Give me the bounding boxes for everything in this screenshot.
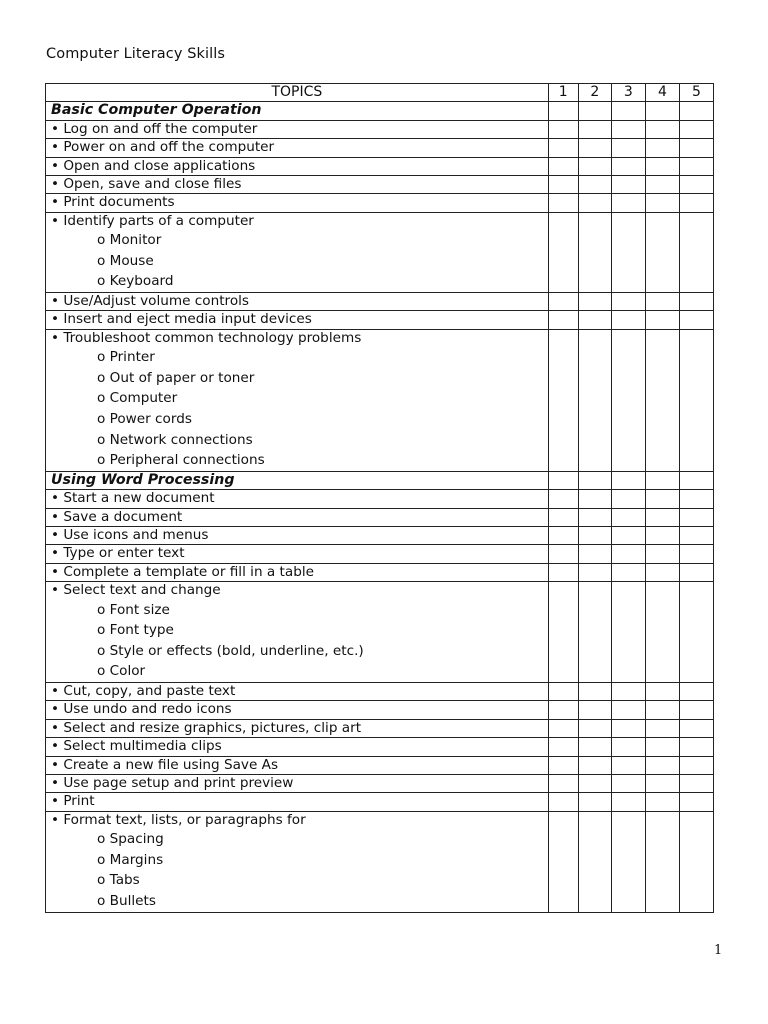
rating-cell-5[interactable] [679, 683, 713, 701]
rating-cell-1[interactable] [548, 329, 578, 471]
rating-cell-2[interactable] [578, 293, 611, 311]
topic-item: • Open, save and close files [51, 176, 242, 193]
rating-cell-4[interactable] [645, 527, 679, 545]
table-row [46, 176, 714, 194]
sub-item: o Peripheral connections [97, 452, 265, 469]
rating-cell-1[interactable] [548, 176, 578, 194]
page-number: 1 [714, 943, 723, 958]
sub-item: o Out of paper or toner [97, 369, 255, 386]
sub-item: o Style or effects (bold, underline, etc.) [97, 642, 364, 659]
table-row [46, 701, 714, 719]
topic-cell [46, 139, 549, 157]
rating-cell-2[interactable] [578, 811, 611, 912]
rating-cell-3[interactable] [611, 738, 645, 756]
topic-cell [46, 563, 549, 581]
sub-item: o Font size [97, 601, 170, 618]
section-title: Using Word Processing [51, 471, 235, 488]
topic-cell [46, 508, 549, 526]
rating-cell-1[interactable] [548, 793, 578, 811]
rating-cell-3[interactable] [611, 701, 645, 719]
table-row [46, 329, 714, 471]
rating-cell-4[interactable] [645, 545, 679, 563]
topic-item: • Create a new file using Save As [51, 756, 279, 773]
skills-table [45, 83, 714, 913]
rating-cell-2[interactable] [578, 471, 611, 489]
topic-item: • Use icons and menus [51, 527, 209, 544]
topic-item: • Select multimedia clips [51, 738, 222, 755]
rating-cell-1[interactable] [548, 582, 578, 683]
header-rating-4: 4 [645, 84, 679, 102]
rating-cell-4[interactable] [645, 329, 679, 471]
rating-cell-5[interactable] [679, 527, 713, 545]
rating-cell-3[interactable] [611, 471, 645, 489]
rating-cell-5[interactable] [679, 701, 713, 719]
sub-item: o Color [97, 663, 146, 680]
topic-cell [46, 311, 549, 329]
topic-item: • Save a document [51, 508, 183, 525]
rating-cell-3[interactable] [611, 120, 645, 138]
header-topics: TOPICS [46, 84, 549, 102]
topic-item: • Identify parts of a computer [51, 212, 254, 229]
rating-cell-4[interactable] [645, 738, 679, 756]
rating-cell-1[interactable] [548, 756, 578, 774]
table-row [46, 738, 714, 756]
rating-cell-2[interactable] [578, 194, 611, 212]
section-title: Basic Computer Operation [51, 102, 262, 119]
rating-cell-1[interactable] [548, 490, 578, 508]
rating-cell-4[interactable] [645, 719, 679, 737]
table-row [46, 582, 714, 683]
topic-item: • Print [51, 793, 95, 810]
rating-cell-3[interactable] [611, 157, 645, 175]
topic-item: • Troubleshoot common technology problems [51, 329, 362, 346]
rating-cell-3[interactable] [611, 194, 645, 212]
topic-cell [46, 793, 549, 811]
rating-cell-1[interactable] [548, 719, 578, 737]
rating-cell-1[interactable] [548, 545, 578, 563]
rating-cell-3[interactable] [611, 311, 645, 329]
rating-cell-4[interactable] [645, 811, 679, 912]
rating-cell-5[interactable] [679, 293, 713, 311]
rating-cell-2[interactable] [578, 793, 611, 811]
rating-cell-4[interactable] [645, 311, 679, 329]
topic-item: • Select and resize graphics, pictures, clip art [51, 719, 362, 736]
table-row [46, 293, 714, 311]
rating-cell-2[interactable] [578, 508, 611, 526]
rating-cell-5[interactable] [679, 756, 713, 774]
topic-cell [46, 719, 549, 737]
rating-cell-3[interactable] [611, 545, 645, 563]
rating-cell-4[interactable] [645, 793, 679, 811]
rating-cell-3[interactable] [611, 508, 645, 526]
topic-cell [46, 212, 549, 292]
sub-item: o Monitor [97, 232, 162, 249]
topic-cell [46, 293, 549, 311]
rating-cell-5[interactable] [679, 329, 713, 471]
rating-cell-3[interactable] [611, 139, 645, 157]
rating-cell-1[interactable] [548, 311, 578, 329]
rating-cell-2[interactable] [578, 582, 611, 683]
table-row [46, 120, 714, 138]
topic-item: • Power on and off the computer [51, 139, 275, 156]
rating-cell-4[interactable] [645, 212, 679, 292]
topic-cell [46, 527, 549, 545]
rating-cell-1[interactable] [548, 775, 578, 793]
topic-cell [46, 683, 549, 701]
rating-cell-2[interactable] [578, 120, 611, 138]
rating-cell-5[interactable] [679, 738, 713, 756]
rating-cell-2[interactable] [578, 329, 611, 471]
rating-cell-4[interactable] [645, 139, 679, 157]
header-rating-2: 2 [578, 84, 611, 102]
topic-cell [46, 157, 549, 175]
rating-cell-1[interactable] [548, 563, 578, 581]
document-title: Computer Literacy Skills [46, 46, 226, 62]
rating-cell-3[interactable] [611, 329, 645, 471]
rating-cell-3[interactable] [611, 582, 645, 683]
rating-cell-5[interactable] [679, 719, 713, 737]
table-row [46, 563, 714, 581]
table-body [46, 102, 714, 912]
rating-cell-5[interactable] [679, 545, 713, 563]
rating-cell-2[interactable] [578, 775, 611, 793]
topic-cell [46, 756, 549, 774]
rating-cell-5[interactable] [679, 176, 713, 194]
rating-cell-5[interactable] [679, 490, 713, 508]
topic-cell [46, 329, 549, 471]
header-rating-5: 5 [679, 84, 713, 102]
rating-cell-5[interactable] [679, 102, 713, 120]
topic-cell [46, 102, 549, 120]
topic-item: • Format text, lists, or paragraphs for [51, 811, 306, 828]
sub-item: o Mouse [97, 252, 154, 269]
rating-cell-3[interactable] [611, 176, 645, 194]
rating-cell-4[interactable] [645, 701, 679, 719]
rating-cell-3[interactable] [611, 293, 645, 311]
topic-item: • Use undo and redo icons [51, 701, 232, 718]
topic-item: • Open and close applications [51, 157, 256, 174]
rating-cell-5[interactable] [679, 120, 713, 138]
rating-cell-2[interactable] [578, 139, 611, 157]
topic-cell [46, 176, 549, 194]
rating-cell-3[interactable] [611, 775, 645, 793]
rating-cell-2[interactable] [578, 176, 611, 194]
table-row [46, 683, 714, 701]
topic-item: • Log on and off the computer [51, 120, 258, 137]
table-row [46, 212, 714, 292]
rating-cell-4[interactable] [645, 120, 679, 138]
rating-cell-3[interactable] [611, 756, 645, 774]
rating-cell-2[interactable] [578, 157, 611, 175]
rating-cell-4[interactable] [645, 582, 679, 683]
table-row [46, 311, 714, 329]
topic-item: • Type or enter text [51, 545, 185, 562]
rating-cell-4[interactable] [645, 683, 679, 701]
sub-item: o Spacing [97, 831, 164, 848]
sub-item: o Network connections [97, 431, 253, 448]
rating-cell-4[interactable] [645, 775, 679, 793]
table-row [46, 545, 714, 563]
rating-cell-3[interactable] [611, 683, 645, 701]
rating-cell-5[interactable] [679, 471, 713, 489]
topic-cell [46, 120, 549, 138]
topic-item: • Select text and change [51, 582, 221, 599]
sub-item: o Bullets [97, 893, 156, 910]
rating-cell-5[interactable] [679, 139, 713, 157]
table-row [46, 527, 714, 545]
sub-item: o Tabs [97, 872, 140, 889]
topic-cell [46, 775, 549, 793]
rating-cell-4[interactable] [645, 194, 679, 212]
rating-cell-4[interactable] [645, 563, 679, 581]
table-row [46, 508, 714, 526]
rating-cell-3[interactable] [611, 490, 645, 508]
rating-cell-3[interactable] [611, 793, 645, 811]
section-row [46, 102, 714, 120]
rating-cell-1[interactable] [548, 738, 578, 756]
rating-cell-5[interactable] [679, 775, 713, 793]
sub-item: o Computer [97, 390, 178, 407]
rating-cell-5[interactable] [679, 157, 713, 175]
topic-cell [46, 811, 549, 912]
topic-cell [46, 582, 549, 683]
rating-cell-5[interactable] [679, 563, 713, 581]
table-row [46, 490, 714, 508]
rating-cell-5[interactable] [679, 311, 713, 329]
rating-cell-3[interactable] [611, 811, 645, 912]
rating-cell-1[interactable] [548, 508, 578, 526]
section-row [46, 471, 714, 489]
rating-cell-2[interactable] [578, 212, 611, 292]
rating-cell-1[interactable] [548, 120, 578, 138]
sub-item: o Font type [97, 622, 174, 639]
topic-item: • Use page setup and print preview [51, 775, 294, 792]
rating-cell-1[interactable] [548, 194, 578, 212]
rating-cell-2[interactable] [578, 545, 611, 563]
header-rating-1: 1 [548, 84, 578, 102]
rating-cell-1[interactable] [548, 293, 578, 311]
rating-cell-4[interactable] [645, 756, 679, 774]
rating-cell-2[interactable] [578, 102, 611, 120]
table-row [46, 157, 714, 175]
topic-cell [46, 471, 549, 489]
table-row [46, 194, 714, 212]
rating-cell-1[interactable] [548, 683, 578, 701]
rating-cell-1[interactable] [548, 527, 578, 545]
table-row [46, 811, 714, 912]
sub-item: o Printer [97, 349, 155, 366]
rating-cell-4[interactable] [645, 176, 679, 194]
rating-cell-3[interactable] [611, 563, 645, 581]
rating-cell-1[interactable] [548, 212, 578, 292]
rating-cell-4[interactable] [645, 157, 679, 175]
rating-cell-3[interactable] [611, 102, 645, 120]
topic-cell [46, 545, 549, 563]
table-row [46, 756, 714, 774]
rating-cell-4[interactable] [645, 471, 679, 489]
table-header-row [46, 84, 714, 102]
rating-cell-2[interactable] [578, 563, 611, 581]
rating-cell-5[interactable] [679, 212, 713, 292]
rating-cell-1[interactable] [548, 139, 578, 157]
rating-cell-5[interactable] [679, 508, 713, 526]
sub-item: o Margins [97, 851, 164, 868]
topic-cell [46, 738, 549, 756]
topic-cell [46, 194, 549, 212]
topic-cell [46, 701, 549, 719]
table-row [46, 793, 714, 811]
rating-cell-1[interactable] [548, 701, 578, 719]
rating-cell-5[interactable] [679, 582, 713, 683]
topic-item: • Complete a template or fill in a table [51, 563, 314, 580]
rating-cell-3[interactable] [611, 527, 645, 545]
header-rating-3: 3 [611, 84, 645, 102]
table-row [46, 719, 714, 737]
rating-cell-4[interactable] [645, 102, 679, 120]
rating-cell-5[interactable] [679, 811, 713, 912]
rating-cell-1[interactable] [548, 471, 578, 489]
topic-item: • Cut, copy, and paste text [51, 683, 236, 700]
sub-item: o Keyboard [97, 273, 174, 290]
topic-item: • Start a new document [51, 490, 215, 507]
rating-cell-2[interactable] [578, 738, 611, 756]
rating-cell-5[interactable] [679, 793, 713, 811]
rating-cell-3[interactable] [611, 212, 645, 292]
topic-item: • Insert and eject media input devices [51, 311, 312, 328]
rating-cell-2[interactable] [578, 756, 611, 774]
sub-item: o Power cords [97, 411, 192, 428]
topic-cell [46, 490, 549, 508]
rating-cell-5[interactable] [679, 194, 713, 212]
rating-cell-3[interactable] [611, 719, 645, 737]
table-row [46, 139, 714, 157]
rating-cell-2[interactable] [578, 701, 611, 719]
rating-cell-1[interactable] [548, 157, 578, 175]
rating-cell-1[interactable] [548, 102, 578, 120]
rating-cell-4[interactable] [645, 508, 679, 526]
rating-cell-2[interactable] [578, 490, 611, 508]
rating-cell-2[interactable] [578, 683, 611, 701]
rating-cell-2[interactable] [578, 719, 611, 737]
rating-cell-4[interactable] [645, 490, 679, 508]
topic-item: • Print documents [51, 194, 175, 211]
table-row [46, 775, 714, 793]
rating-cell-2[interactable] [578, 527, 611, 545]
rating-cell-2[interactable] [578, 311, 611, 329]
rating-cell-4[interactable] [645, 293, 679, 311]
topic-item: • Use/Adjust volume controls [51, 293, 250, 310]
rating-cell-1[interactable] [548, 811, 578, 912]
